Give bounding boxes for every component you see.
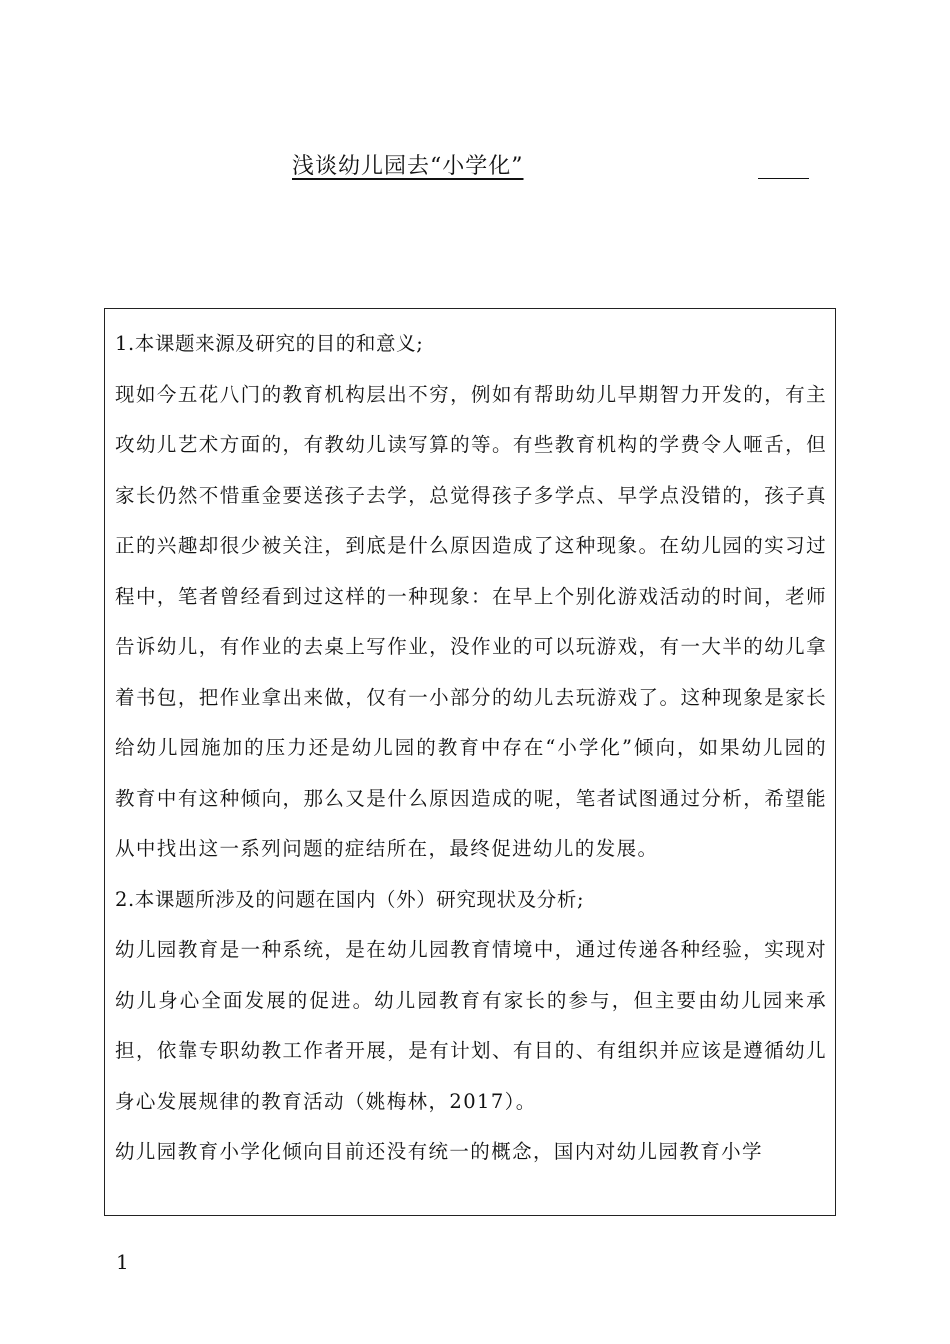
- section-heading-1: 1.本课题来源及研究的目的和意义;: [115, 332, 424, 355]
- section-heading-2: 2.本课题所涉及的问题在国内（外）研究现状及分析;: [115, 887, 585, 911]
- page-number: 1: [116, 1250, 129, 1274]
- content-body: [115, 319, 827, 1178]
- document-title: 浅谈幼儿园去“小学化”: [292, 154, 524, 179]
- section-2-paragraph-2: 幼儿园教育小学化倾向目前还没有统一的概念，国内对幼儿园教育小学: [115, 1140, 763, 1163]
- content-box: [104, 308, 836, 1216]
- section-1-paragraph-1: 现如今五花八门的教育机构层出不穷，例如有帮助幼儿早期智力开发的，有主攻幼儿艺术方面的，有教幼儿读写算的等。有些教育机构的学费令人咂舌，但家长仍然不惜重金要送孩子去学，总觉得孩子多学点、早学点没错的，孩子真正的兴趣却很少被关注，到底是什么原因造成了这种现象。在幼儿园的实习过程中，笔者曾经看到过这样的一种现象：在早上个别化游戏活动的时间，老师告诉幼儿，有作业的去桌上写作业，没作业的可以玩游戏，有一大半的幼儿拿着书包，把作业拿出来做，仅有一小部分的幼儿去玩游戏了。这种现象是家长给幼儿园施加的压力还是幼儿园的教育中存在“小学化”倾向，如果幼儿园的教育中有这种倾向，那么又是什么原因造成的呢，笔者试图通过分析，希望能从中找出这一系列问题的症结所在，最终促进幼儿的发展。: [115, 382, 827, 860]
- section-2-paragraph-1: 幼儿园教育是一种系统，是在幼儿园教育情境中，通过传递各种经验，实现对幼儿身心全面发展的促进。幼儿园教育有家长的参与，但主要由幼儿园来承担，依靠专职幼教工作者开展，是有计划、有目的、有组织并应该是遵循幼儿身心发展规律的教育活动（姚梅林，2017）。: [115, 938, 827, 1113]
- title-blank-line: [758, 178, 809, 179]
